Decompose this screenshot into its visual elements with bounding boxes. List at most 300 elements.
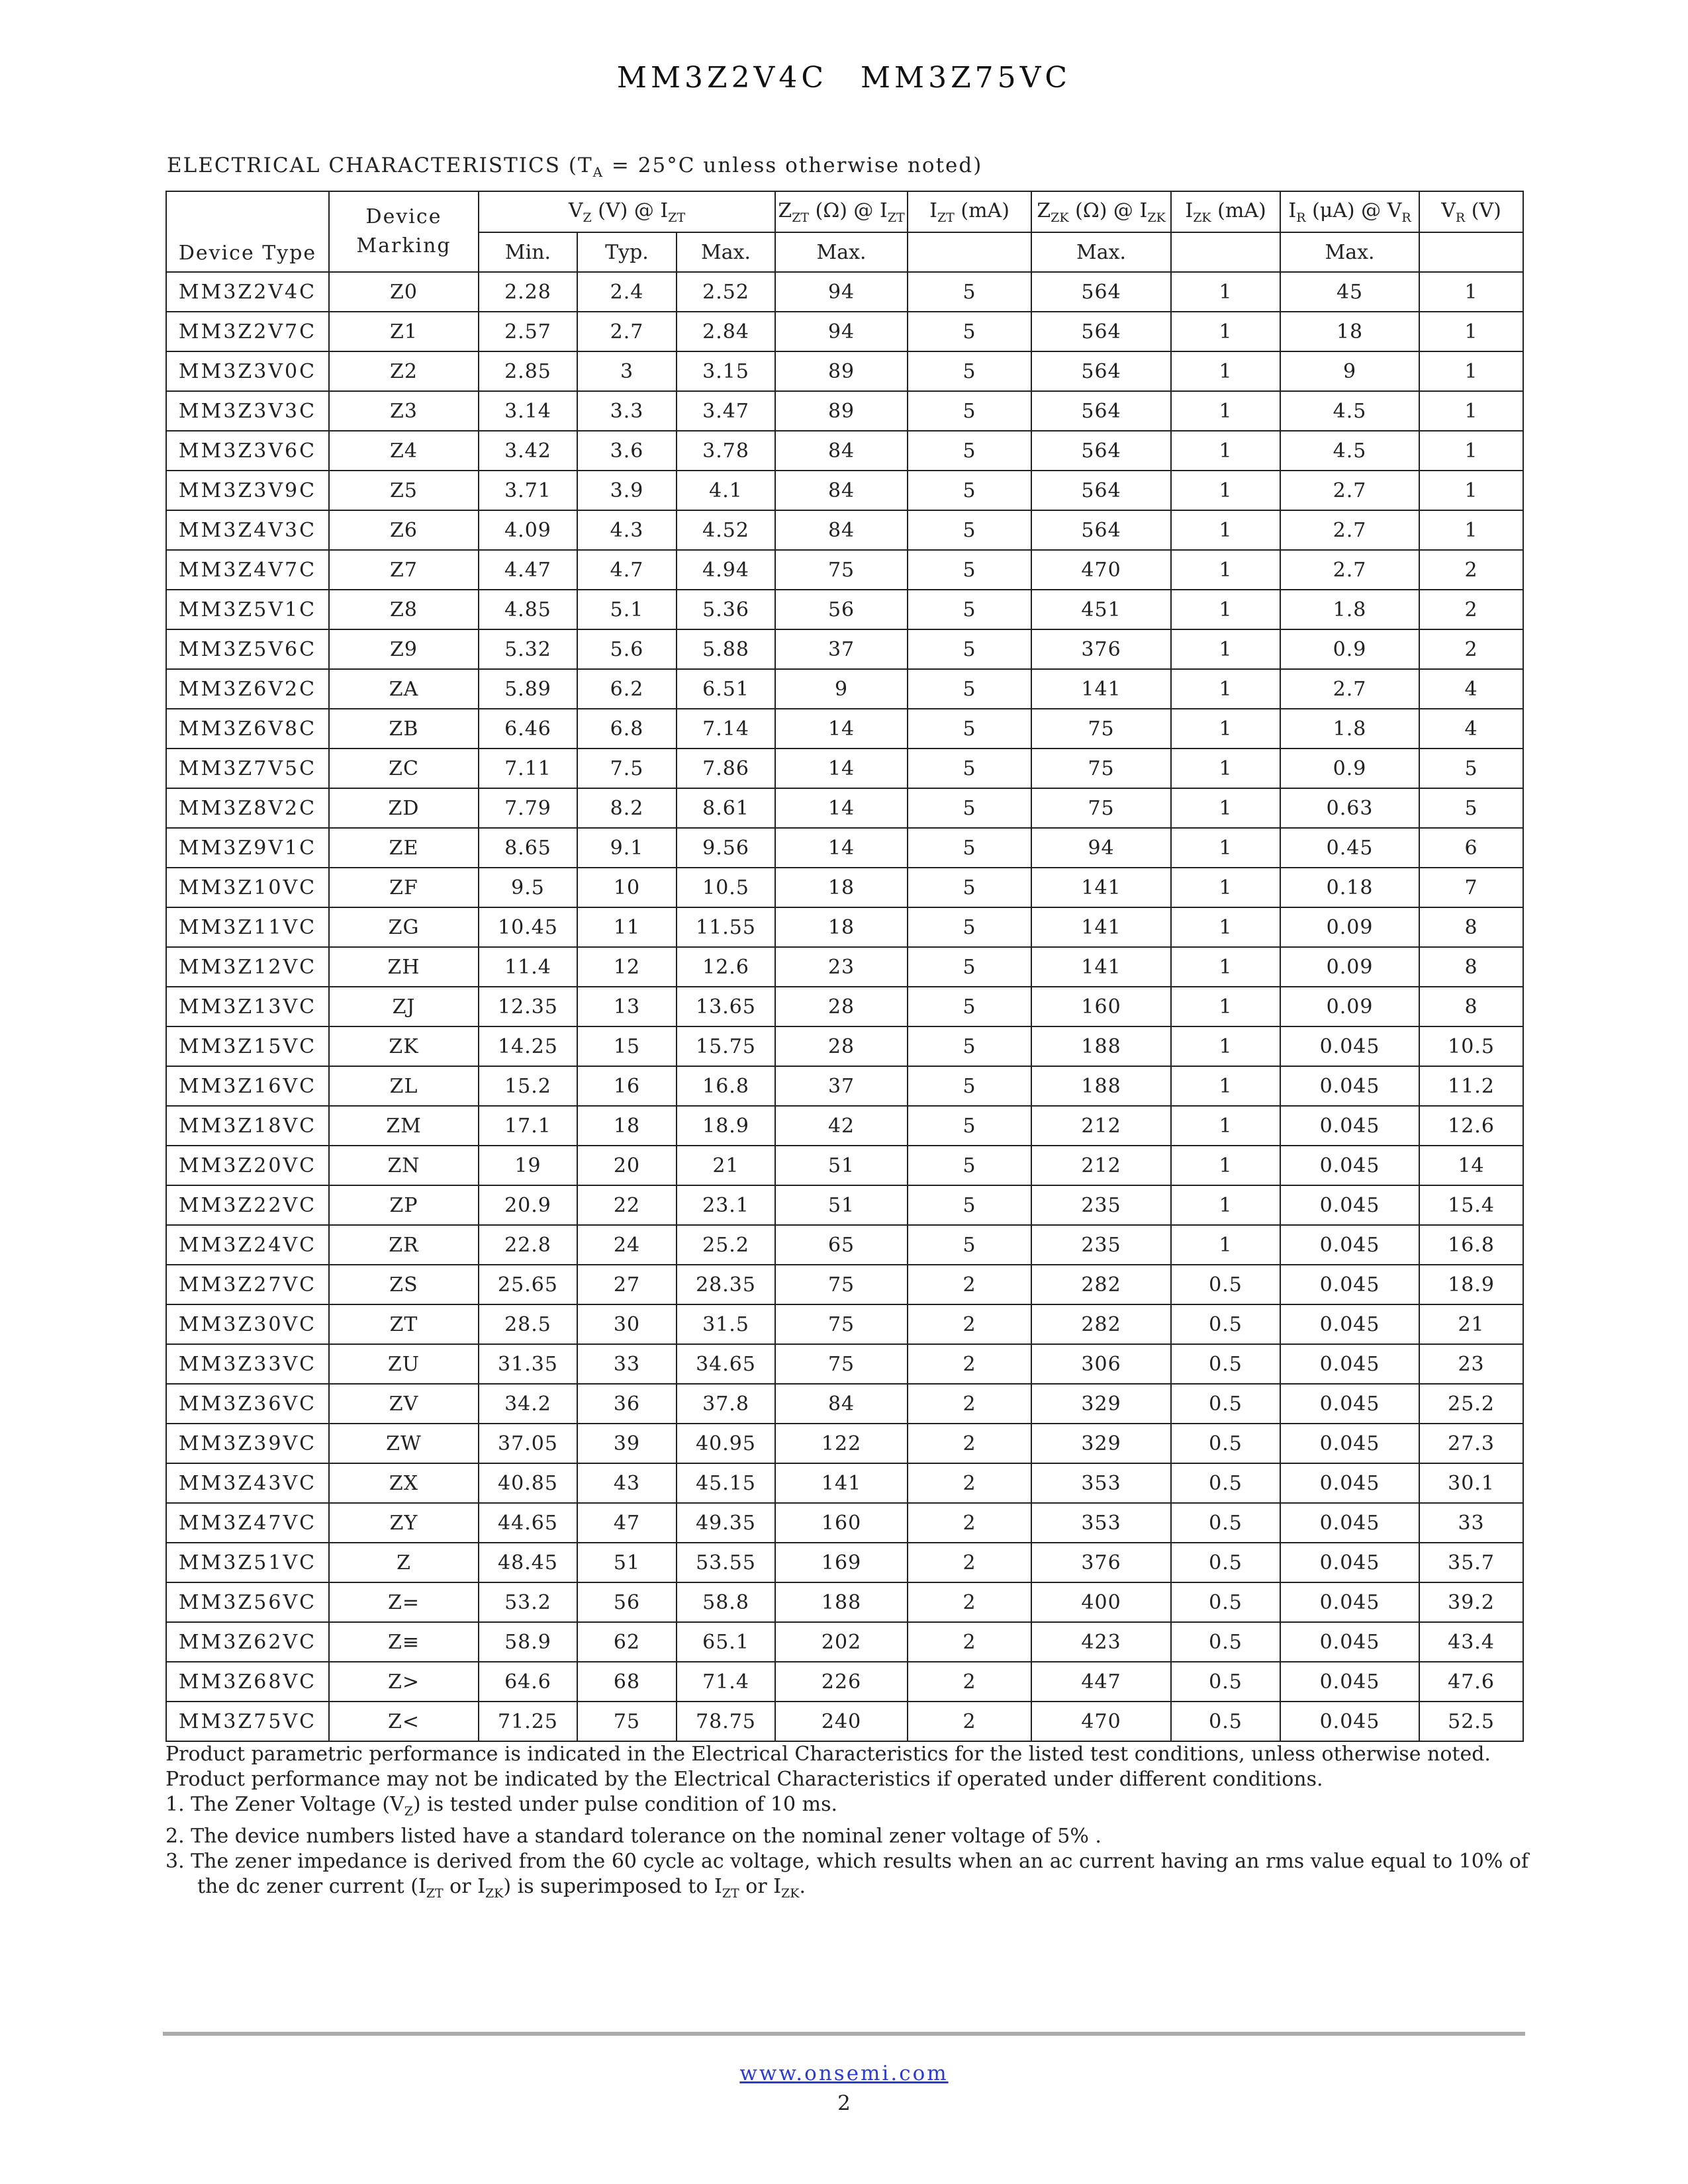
cell-vz-min: 11.4 xyxy=(479,947,577,987)
header-vz-typ: Typ. xyxy=(577,232,677,272)
cell-zzt-max: 14 xyxy=(775,749,908,788)
cell-zzk-max: 470 xyxy=(1031,550,1171,590)
table-row xyxy=(166,947,1523,987)
cell-device-marking: ZV xyxy=(329,1384,479,1424)
cell-vz-max: 3.78 xyxy=(677,431,775,471)
cell-device-type: MM3Z56VC xyxy=(166,1582,329,1622)
cell-zzk-max: 564 xyxy=(1031,471,1171,510)
cell-vr: 8 xyxy=(1419,907,1523,947)
cell-zzt-max: 75 xyxy=(775,550,908,590)
cell-izk: 1 xyxy=(1171,590,1280,629)
header-izk: $I_{ZK}$ (mA) xyxy=(1171,191,1280,232)
cell-izk: 1 xyxy=(1171,312,1280,351)
header-vz-min: Min. xyxy=(479,232,577,272)
cell-zzk-max: 188 xyxy=(1031,1026,1171,1066)
cell-zzk-max: 329 xyxy=(1031,1424,1171,1463)
cell-vr: 16.8 xyxy=(1419,1225,1523,1265)
table-row xyxy=(166,1543,1523,1582)
cell-zzk-max: 235 xyxy=(1031,1225,1171,1265)
cell-ir-max: 0.63 xyxy=(1280,788,1419,828)
cell-izk: 0.5 xyxy=(1171,1265,1280,1304)
table-row xyxy=(166,1225,1523,1265)
cell-izt: 5 xyxy=(908,1066,1031,1106)
cell-device-type: MM3Z3V0C xyxy=(166,351,329,391)
cell-vz-typ: 8.2 xyxy=(577,788,677,828)
cell-izk: 1 xyxy=(1171,1026,1280,1066)
cell-vz-min: 2.57 xyxy=(479,312,577,351)
section-title xyxy=(167,154,982,180)
cell-vz-max: 18.9 xyxy=(677,1106,775,1146)
cell-device-type: MM3Z75VC xyxy=(166,1702,329,1741)
cell-device-marking: ZU xyxy=(329,1344,479,1384)
electrical-characteristics-table xyxy=(165,191,1524,1742)
cell-vr: 15.4 xyxy=(1419,1185,1523,1225)
cell-device-marking: Z9 xyxy=(329,629,479,669)
cell-vz-max: 13.65 xyxy=(677,987,775,1026)
cell-zzk-max: 470 xyxy=(1031,1702,1171,1741)
cell-vr: 5 xyxy=(1419,749,1523,788)
table-row xyxy=(166,391,1523,431)
cell-zzt-max: 28 xyxy=(775,987,908,1026)
cell-izt: 5 xyxy=(908,351,1031,391)
cell-vz-typ: 20 xyxy=(577,1146,677,1185)
cell-izt: 2 xyxy=(908,1344,1031,1384)
cell-device-marking: Z5 xyxy=(329,471,479,510)
cell-zzk-max: 376 xyxy=(1031,629,1171,669)
cell-device-marking: ZY xyxy=(329,1503,479,1543)
cell-device-type: MM3Z43VC xyxy=(166,1463,329,1503)
cell-vz-min: 7.79 xyxy=(479,788,577,828)
cell-vz-typ: 3.3 xyxy=(577,391,677,431)
cell-vz-typ: 3.6 xyxy=(577,431,677,471)
cell-device-marking: ZK xyxy=(329,1026,479,1066)
cell-device-type: MM3Z5V6C xyxy=(166,629,329,669)
cell-vz-max: 34.65 xyxy=(677,1344,775,1384)
table-row xyxy=(166,907,1523,947)
cell-zzt-max: 84 xyxy=(775,1384,908,1424)
cell-izk: 1 xyxy=(1171,987,1280,1026)
cell-vz-max: 7.14 xyxy=(677,709,775,749)
cell-vz-typ: 62 xyxy=(577,1622,677,1662)
cell-zzk-max: 423 xyxy=(1031,1622,1171,1662)
cell-device-marking: Z xyxy=(329,1543,479,1582)
section-condition-rest: = 25°C unless otherwise noted) xyxy=(604,154,983,177)
cell-izt: 5 xyxy=(908,907,1031,947)
cell-zzt-max: 14 xyxy=(775,709,908,749)
table-row xyxy=(166,749,1523,788)
cell-vr: 1 xyxy=(1419,312,1523,351)
table-row xyxy=(166,1503,1523,1543)
cell-device-type: MM3Z9V1C xyxy=(166,828,329,868)
cell-vz-min: 40.85 xyxy=(479,1463,577,1503)
cell-vr: 11.2 xyxy=(1419,1066,1523,1106)
cell-vz-min: 2.28 xyxy=(479,272,577,312)
cell-vz-max: 4.1 xyxy=(677,471,775,510)
cell-device-marking: ZR xyxy=(329,1225,479,1265)
header-ir-max: Max. xyxy=(1280,232,1419,272)
cell-zzk-max: 451 xyxy=(1031,590,1171,629)
cell-vz-min: 37.05 xyxy=(479,1424,577,1463)
cell-ir-max: 0.045 xyxy=(1280,1463,1419,1503)
cell-vz-typ: 22 xyxy=(577,1185,677,1225)
table-row xyxy=(166,1304,1523,1344)
cell-vz-max: 2.52 xyxy=(677,272,775,312)
cell-ir-max: 4.5 xyxy=(1280,391,1419,431)
table-row xyxy=(166,629,1523,669)
cell-device-marking: ZW xyxy=(329,1424,479,1463)
cell-vr: 1 xyxy=(1419,391,1523,431)
cell-izt: 2 xyxy=(908,1424,1031,1463)
section-condition-open: (T xyxy=(568,154,593,177)
table-row xyxy=(166,1424,1523,1463)
note-3: 3. The zener impedance is derived from the 60 cycle ac voltage, which results when an ac current having an rms value equal to 10% of the dc zener current ($I_{ZT}$ or $I_{ZK}$) is superimposed to $I_{ZT}$ or $I_{ZK}$. xyxy=(165,1850,1529,1901)
table-row xyxy=(166,1066,1523,1106)
cell-izk: 0.5 xyxy=(1171,1543,1280,1582)
cell-vr: 47.6 xyxy=(1419,1662,1523,1702)
cell-device-type: MM3Z4V7C xyxy=(166,550,329,590)
cell-izt: 5 xyxy=(908,550,1031,590)
cell-zzk-max: 94 xyxy=(1031,828,1171,868)
cell-zzt-max: 240 xyxy=(775,1702,908,1741)
cell-device-marking: ZS xyxy=(329,1265,479,1304)
cell-vz-max: 5.36 xyxy=(677,590,775,629)
cell-zzk-max: 564 xyxy=(1031,510,1171,550)
cell-vz-min: 48.45 xyxy=(479,1543,577,1582)
cell-izk: 1 xyxy=(1171,749,1280,788)
cell-ir-max: 2.7 xyxy=(1280,550,1419,590)
table-row xyxy=(166,987,1523,1026)
cell-ir-max: 1.8 xyxy=(1280,709,1419,749)
table-row xyxy=(166,788,1523,828)
cell-ir-max: 0.045 xyxy=(1280,1026,1419,1066)
cell-vz-typ: 10 xyxy=(577,868,677,907)
cell-zzk-max: 282 xyxy=(1031,1304,1171,1344)
cell-device-marking: Z= xyxy=(329,1582,479,1622)
cell-izk: 0.5 xyxy=(1171,1463,1280,1503)
cell-izk: 1 xyxy=(1171,1185,1280,1225)
header-izk-blank xyxy=(1171,232,1280,272)
cell-vr: 52.5 xyxy=(1419,1702,1523,1741)
cell-ir-max: 0.045 xyxy=(1280,1185,1419,1225)
cell-vz-max: 25.2 xyxy=(677,1225,775,1265)
cell-ir-max: 0.045 xyxy=(1280,1066,1419,1106)
cell-device-type: MM3Z10VC xyxy=(166,868,329,907)
table-row xyxy=(166,868,1523,907)
header-vr: $V_R$ (V) xyxy=(1419,191,1523,232)
cell-vr: 2 xyxy=(1419,590,1523,629)
cell-ir-max: 0.045 xyxy=(1280,1146,1419,1185)
header-vz-max: Max. xyxy=(677,232,775,272)
note-1: 1. The Zener Voltage $(V_Z)$ is tested under pulse condition of 10 ms. xyxy=(165,1793,838,1819)
cell-device-marking: ZH xyxy=(329,947,479,987)
cell-vz-max: 4.94 xyxy=(677,550,775,590)
cell-zzt-max: 75 xyxy=(775,1344,908,1384)
cell-device-type: MM3Z24VC xyxy=(166,1225,329,1265)
cell-vz-min: 44.65 xyxy=(479,1503,577,1543)
cell-vz-typ: 2.7 xyxy=(577,312,677,351)
cell-vz-min: 53.2 xyxy=(479,1582,577,1622)
cell-vz-typ: 13 xyxy=(577,987,677,1026)
cell-izt: 2 xyxy=(908,1702,1031,1741)
cell-ir-max: 0.045 xyxy=(1280,1543,1419,1582)
cell-vz-typ: 5.1 xyxy=(577,590,677,629)
cell-zzk-max: 212 xyxy=(1031,1106,1171,1146)
cell-ir-max: 1.8 xyxy=(1280,590,1419,629)
cell-vz-min: 15.2 xyxy=(479,1066,577,1106)
cell-ir-max: 2.7 xyxy=(1280,669,1419,709)
cell-zzk-max: 282 xyxy=(1031,1265,1171,1304)
cell-vz-typ: 47 xyxy=(577,1503,677,1543)
cell-zzt-max: 89 xyxy=(775,391,908,431)
cell-vz-typ: 16 xyxy=(577,1066,677,1106)
cell-zzk-max: 329 xyxy=(1031,1384,1171,1424)
cell-zzt-max: 160 xyxy=(775,1503,908,1543)
cell-zzt-max: 56 xyxy=(775,590,908,629)
cell-device-type: MM3Z5V1C xyxy=(166,590,329,629)
header-zzt: $Z_{ZT}$ (Ω) @ $I_{ZT}$ xyxy=(775,191,908,232)
cell-device-type: MM3Z39VC xyxy=(166,1424,329,1463)
cell-izt: 5 xyxy=(908,629,1031,669)
cell-vz-typ: 12 xyxy=(577,947,677,987)
cell-vz-min: 3.42 xyxy=(479,431,577,471)
cell-ir-max: 0.09 xyxy=(1280,947,1419,987)
cell-izt: 5 xyxy=(908,272,1031,312)
cell-device-marking: Z1 xyxy=(329,312,479,351)
header-vz: $V_Z$ (V) @ $I_{ZT}$ xyxy=(479,191,775,232)
cell-zzt-max: 188 xyxy=(775,1582,908,1622)
cell-izk: 0.5 xyxy=(1171,1384,1280,1424)
cell-izk: 0.5 xyxy=(1171,1503,1280,1543)
cell-zzt-max: 89 xyxy=(775,351,908,391)
cell-vr: 23 xyxy=(1419,1344,1523,1384)
cell-vz-min: 17.1 xyxy=(479,1106,577,1146)
cell-zzk-max: 141 xyxy=(1031,868,1171,907)
table-row xyxy=(166,828,1523,868)
cell-vr: 8 xyxy=(1419,947,1523,987)
cell-vz-typ: 43 xyxy=(577,1463,677,1503)
cell-device-marking: ZP xyxy=(329,1185,479,1225)
cell-device-marking: ZE xyxy=(329,828,479,868)
footer-divider xyxy=(163,2032,1525,2036)
cell-ir-max: 2.7 xyxy=(1280,510,1419,550)
cell-vz-min: 14.25 xyxy=(479,1026,577,1066)
cell-izt: 5 xyxy=(908,788,1031,828)
cell-vz-min: 71.25 xyxy=(479,1702,577,1741)
page-title: MM3Z2V4C MM3Z75VC xyxy=(616,61,1072,95)
cell-izt: 5 xyxy=(908,669,1031,709)
cell-vz-max: 53.55 xyxy=(677,1543,775,1582)
cell-vz-max: 78.75 xyxy=(677,1702,775,1741)
notes-paragraph: Product parametric performance is indicated in the Electrical Characteristics for the listed test conditions, unless otherwise noted. Product performance may not be indicated by the Electrical Characteristics if operated under different conditions. xyxy=(165,1743,1491,1791)
cell-device-marking: ZX xyxy=(329,1463,479,1503)
cell-zzt-max: 75 xyxy=(775,1304,908,1344)
cell-vr: 6 xyxy=(1419,828,1523,868)
table-row xyxy=(166,669,1523,709)
cell-vz-min: 58.9 xyxy=(479,1622,577,1662)
cell-device-type: MM3Z13VC xyxy=(166,987,329,1026)
cell-ir-max: 2.7 xyxy=(1280,471,1419,510)
cell-izt: 5 xyxy=(908,471,1031,510)
cell-ir-max: 0.9 xyxy=(1280,749,1419,788)
cell-izk: 0.5 xyxy=(1171,1424,1280,1463)
cell-vz-max: 16.8 xyxy=(677,1066,775,1106)
cell-zzt-max: 84 xyxy=(775,431,908,471)
cell-zzk-max: 564 xyxy=(1031,431,1171,471)
cell-zzk-max: 306 xyxy=(1031,1344,1171,1384)
cell-device-marking: ZJ xyxy=(329,987,479,1026)
cell-ir-max: 0.045 xyxy=(1280,1106,1419,1146)
cell-izk: 1 xyxy=(1171,788,1280,828)
cell-zzk-max: 75 xyxy=(1031,788,1171,828)
cell-ir-max: 4.5 xyxy=(1280,431,1419,471)
cell-vr: 1 xyxy=(1419,510,1523,550)
cell-vz-typ: 33 xyxy=(577,1344,677,1384)
cell-zzt-max: 23 xyxy=(775,947,908,987)
cell-vz-max: 7.86 xyxy=(677,749,775,788)
cell-vz-max: 9.56 xyxy=(677,828,775,868)
cell-vz-min: 3.14 xyxy=(479,391,577,431)
cell-zzt-max: 37 xyxy=(775,1066,908,1106)
header-row-1 xyxy=(166,191,1523,232)
cell-vz-typ: 11 xyxy=(577,907,677,947)
cell-vz-max: 21 xyxy=(677,1146,775,1185)
cell-device-marking: Z7 xyxy=(329,550,479,590)
cell-vr: 27.3 xyxy=(1419,1424,1523,1463)
cell-vr: 8 xyxy=(1419,987,1523,1026)
cell-device-type: MM3Z15VC xyxy=(166,1026,329,1066)
cell-izt: 2 xyxy=(908,1543,1031,1582)
cell-vr: 1 xyxy=(1419,272,1523,312)
cell-zzt-max: 94 xyxy=(775,312,908,351)
cell-vr: 2 xyxy=(1419,629,1523,669)
cell-izt: 2 xyxy=(908,1622,1031,1662)
cell-ir-max: 0.045 xyxy=(1280,1265,1419,1304)
cell-vr: 25.2 xyxy=(1419,1384,1523,1424)
note-2: 2. The device numbers listed have a standard tolerance on the nominal zener voltage of 5% . xyxy=(165,1825,1102,1848)
cell-vz-typ: 27 xyxy=(577,1265,677,1304)
cell-vz-max: 28.35 xyxy=(677,1265,775,1304)
cell-vz-typ: 68 xyxy=(577,1662,677,1702)
cell-vz-max: 10.5 xyxy=(677,868,775,907)
cell-vr: 39.2 xyxy=(1419,1582,1523,1622)
header-device-type: Device Type xyxy=(166,191,329,272)
cell-izk: 1 xyxy=(1171,351,1280,391)
cell-vz-min: 9.5 xyxy=(479,868,577,907)
cell-ir-max: 0.045 xyxy=(1280,1225,1419,1265)
cell-izt: 5 xyxy=(908,312,1031,351)
table-row xyxy=(166,312,1523,351)
cell-zzt-max: 141 xyxy=(775,1463,908,1503)
table-row xyxy=(166,431,1523,471)
cell-vz-min: 8.65 xyxy=(479,828,577,868)
cell-ir-max: 0.045 xyxy=(1280,1344,1419,1384)
cell-izk: 1 xyxy=(1171,272,1280,312)
cell-vz-typ: 3 xyxy=(577,351,677,391)
cell-zzk-max: 75 xyxy=(1031,749,1171,788)
cell-vz-min: 20.9 xyxy=(479,1185,577,1225)
cell-vz-max: 45.15 xyxy=(677,1463,775,1503)
cell-vz-min: 31.35 xyxy=(479,1344,577,1384)
cell-izt: 5 xyxy=(908,947,1031,987)
cell-device-marking: Z0 xyxy=(329,272,479,312)
cell-vz-min: 5.32 xyxy=(479,629,577,669)
cell-device-marking: Z6 xyxy=(329,510,479,550)
cell-vz-max: 3.47 xyxy=(677,391,775,431)
cell-device-type: MM3Z51VC xyxy=(166,1543,329,1582)
cell-izt: 5 xyxy=(908,1185,1031,1225)
cell-device-marking: Z4 xyxy=(329,431,479,471)
cell-zzt-max: 14 xyxy=(775,788,908,828)
cell-zzk-max: 141 xyxy=(1031,947,1171,987)
cell-vz-typ: 56 xyxy=(577,1582,677,1622)
cell-vz-typ: 39 xyxy=(577,1424,677,1463)
cell-device-type: MM3Z68VC xyxy=(166,1662,329,1702)
cell-device-marking: ZA xyxy=(329,669,479,709)
cell-zzt-max: 122 xyxy=(775,1424,908,1463)
cell-izk: 1 xyxy=(1171,1106,1280,1146)
section-condition-sub: A xyxy=(592,164,604,181)
cell-device-marking: Z3 xyxy=(329,391,479,431)
cell-izt: 2 xyxy=(908,1503,1031,1543)
cell-device-type: MM3Z12VC xyxy=(166,947,329,987)
table-body xyxy=(166,272,1523,1741)
cell-vr: 18.9 xyxy=(1419,1265,1523,1304)
cell-ir-max: 0.45 xyxy=(1280,828,1419,868)
cell-zzk-max: 353 xyxy=(1031,1463,1171,1503)
cell-zzt-max: 226 xyxy=(775,1662,908,1702)
table-row xyxy=(166,550,1523,590)
cell-zzk-max: 75 xyxy=(1031,709,1171,749)
cell-vz-max: 15.75 xyxy=(677,1026,775,1066)
footer-website-link[interactable]: www.onsemi.com xyxy=(739,2062,949,2085)
cell-zzt-max: 14 xyxy=(775,828,908,868)
cell-vz-max: 5.88 xyxy=(677,629,775,669)
cell-device-type: MM3Z3V9C xyxy=(166,471,329,510)
cell-izt: 2 xyxy=(908,1463,1031,1503)
cell-vz-min: 34.2 xyxy=(479,1384,577,1424)
header-zzk-max: Max. xyxy=(1031,232,1171,272)
cell-vr: 10.5 xyxy=(1419,1026,1523,1066)
cell-vr: 2 xyxy=(1419,550,1523,590)
notes xyxy=(165,1742,1529,1906)
cell-zzk-max: 564 xyxy=(1031,272,1171,312)
cell-vz-typ: 4.3 xyxy=(577,510,677,550)
cell-vz-min: 4.85 xyxy=(479,590,577,629)
cell-vz-typ: 51 xyxy=(577,1543,677,1582)
cell-vz-typ: 6.8 xyxy=(577,709,677,749)
cell-vz-typ: 4.7 xyxy=(577,550,677,590)
cell-zzk-max: 141 xyxy=(1031,907,1171,947)
header-izt: $I_{ZT}$ (mA) xyxy=(908,191,1031,232)
cell-izt: 5 xyxy=(908,749,1031,788)
cell-izt: 5 xyxy=(908,828,1031,868)
cell-vz-max: 31.5 xyxy=(677,1304,775,1344)
table-row xyxy=(166,1662,1523,1702)
cell-izk: 1 xyxy=(1171,907,1280,947)
cell-zzt-max: 18 xyxy=(775,907,908,947)
cell-ir-max: 0.045 xyxy=(1280,1304,1419,1344)
table-row xyxy=(166,510,1523,550)
cell-izt: 5 xyxy=(908,431,1031,471)
cell-device-type: MM3Z20VC xyxy=(166,1146,329,1185)
page-number: 2 xyxy=(837,2091,851,2115)
cell-izt: 2 xyxy=(908,1582,1031,1622)
cell-vz-max: 23.1 xyxy=(677,1185,775,1225)
cell-zzk-max: 141 xyxy=(1031,669,1171,709)
table-row xyxy=(166,1106,1523,1146)
cell-vz-typ: 18 xyxy=(577,1106,677,1146)
cell-zzk-max: 376 xyxy=(1031,1543,1171,1582)
